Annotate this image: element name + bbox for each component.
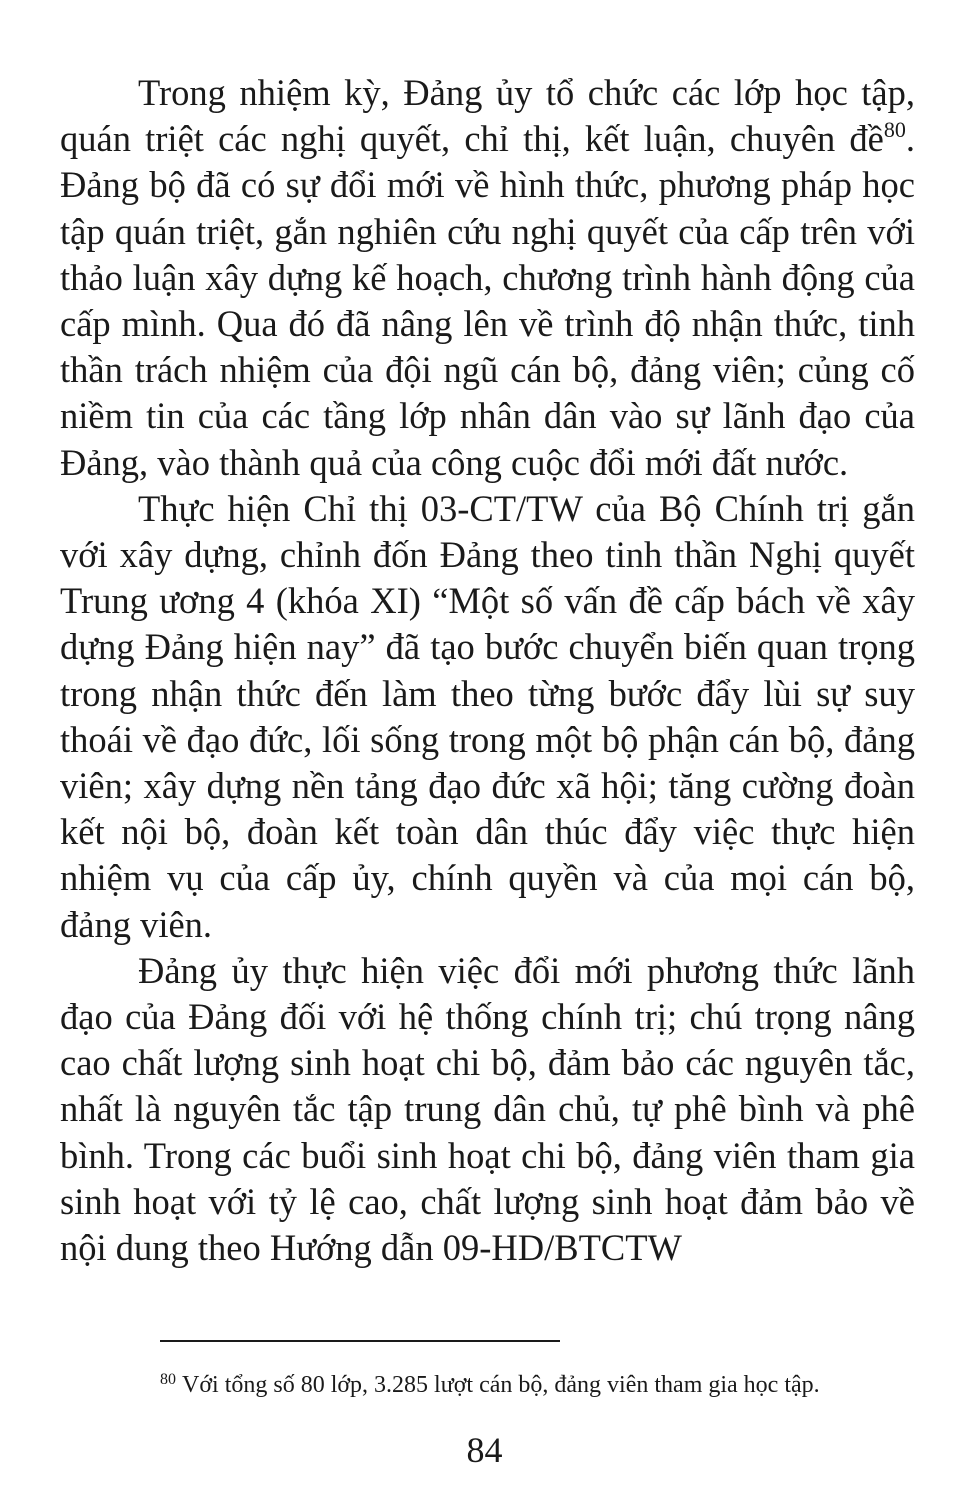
footnote [160, 1370, 920, 1400]
footnote-reference: 80 [883, 117, 906, 143]
paragraph-1-text-b: . Đảng bộ đã có sự đổi mới về hình thức, phương pháp học tập quán triệt, gắn nghiên cứu nghị quyết của cấp trên với thảo luận xây dựng kế hoạch, chương trình hành động của cấp mình. Qua đó đã nâng lên về trình độ nhận thức, tinh thần trách nhiệm của đội ngũ cán bộ, đảng viên; củng cố niềm tin của các tầng lớp nhân dân vào sự lãnh đạo của Đảng, vào thành quả của công cuộc đổi mới đất nước. [60, 118, 915, 483]
paragraph-1 [60, 70, 915, 486]
page-number: 84 [466, 1430, 503, 1470]
footnote-marker: 80 [160, 1371, 176, 1388]
paragraph-1-text-a: Trong nhiệm kỳ, Đảng ủy tổ chức các lớp học tập, quán triệt các nghị quyết, chỉ thị, kết luận, chuyên đề [60, 72, 915, 160]
footnote-divider [160, 1340, 560, 1342]
paragraph-2: Thực hiện Chỉ thị 03-CT/TW của Bộ Chính trị gắn với xây dựng, chỉnh đốn Đảng theo tinh thần Nghị quyết Trung ương 4 (khóa XI) “Một số vấn đề cấp bách về xây dựng Đảng hiện nay” đã tạo bước chuyển biến quan trọng trong nhận thức đến làm theo từng bước đẩy lùi sự suy thoái về đạo đức, lối sống trong một bộ phận cán bộ, đảng viên; xây dựng nền tảng đạo đức xã hội; tăng cường đoàn kết nội bộ, đoàn kết toàn dân thúc đẩy việc thực hiện nhiệm vụ của cấp ủy, chính quyền và của mọi cán bộ, đảng viên. [60, 487, 915, 945]
footnote-text: Với tổng số 80 lớp, 3.285 lượt cán bộ, đảng viên tham gia học tập. [182, 1372, 820, 1398]
paragraph-3: Đảng ủy thực hiện việc đổi mới phương thức lãnh đạo của Đảng đối với hệ thống chính trị; chú trọng nâng cao chất lượng sinh hoạt chi bộ, đảm bảo các nguyên tắc, nhất là nguyên tắc tập trung dân chủ, tự phê bình và phê bình. Trong các buổi sinh hoạt chi bộ, đảng viên tham gia sinh hoạt với tỷ lệ cao, chất lượng sinh hoạt đảm bảo về nội dung theo Hướng dẫn 09-HD/BTCTW [60, 949, 915, 1269]
page-body [60, 70, 915, 1271]
